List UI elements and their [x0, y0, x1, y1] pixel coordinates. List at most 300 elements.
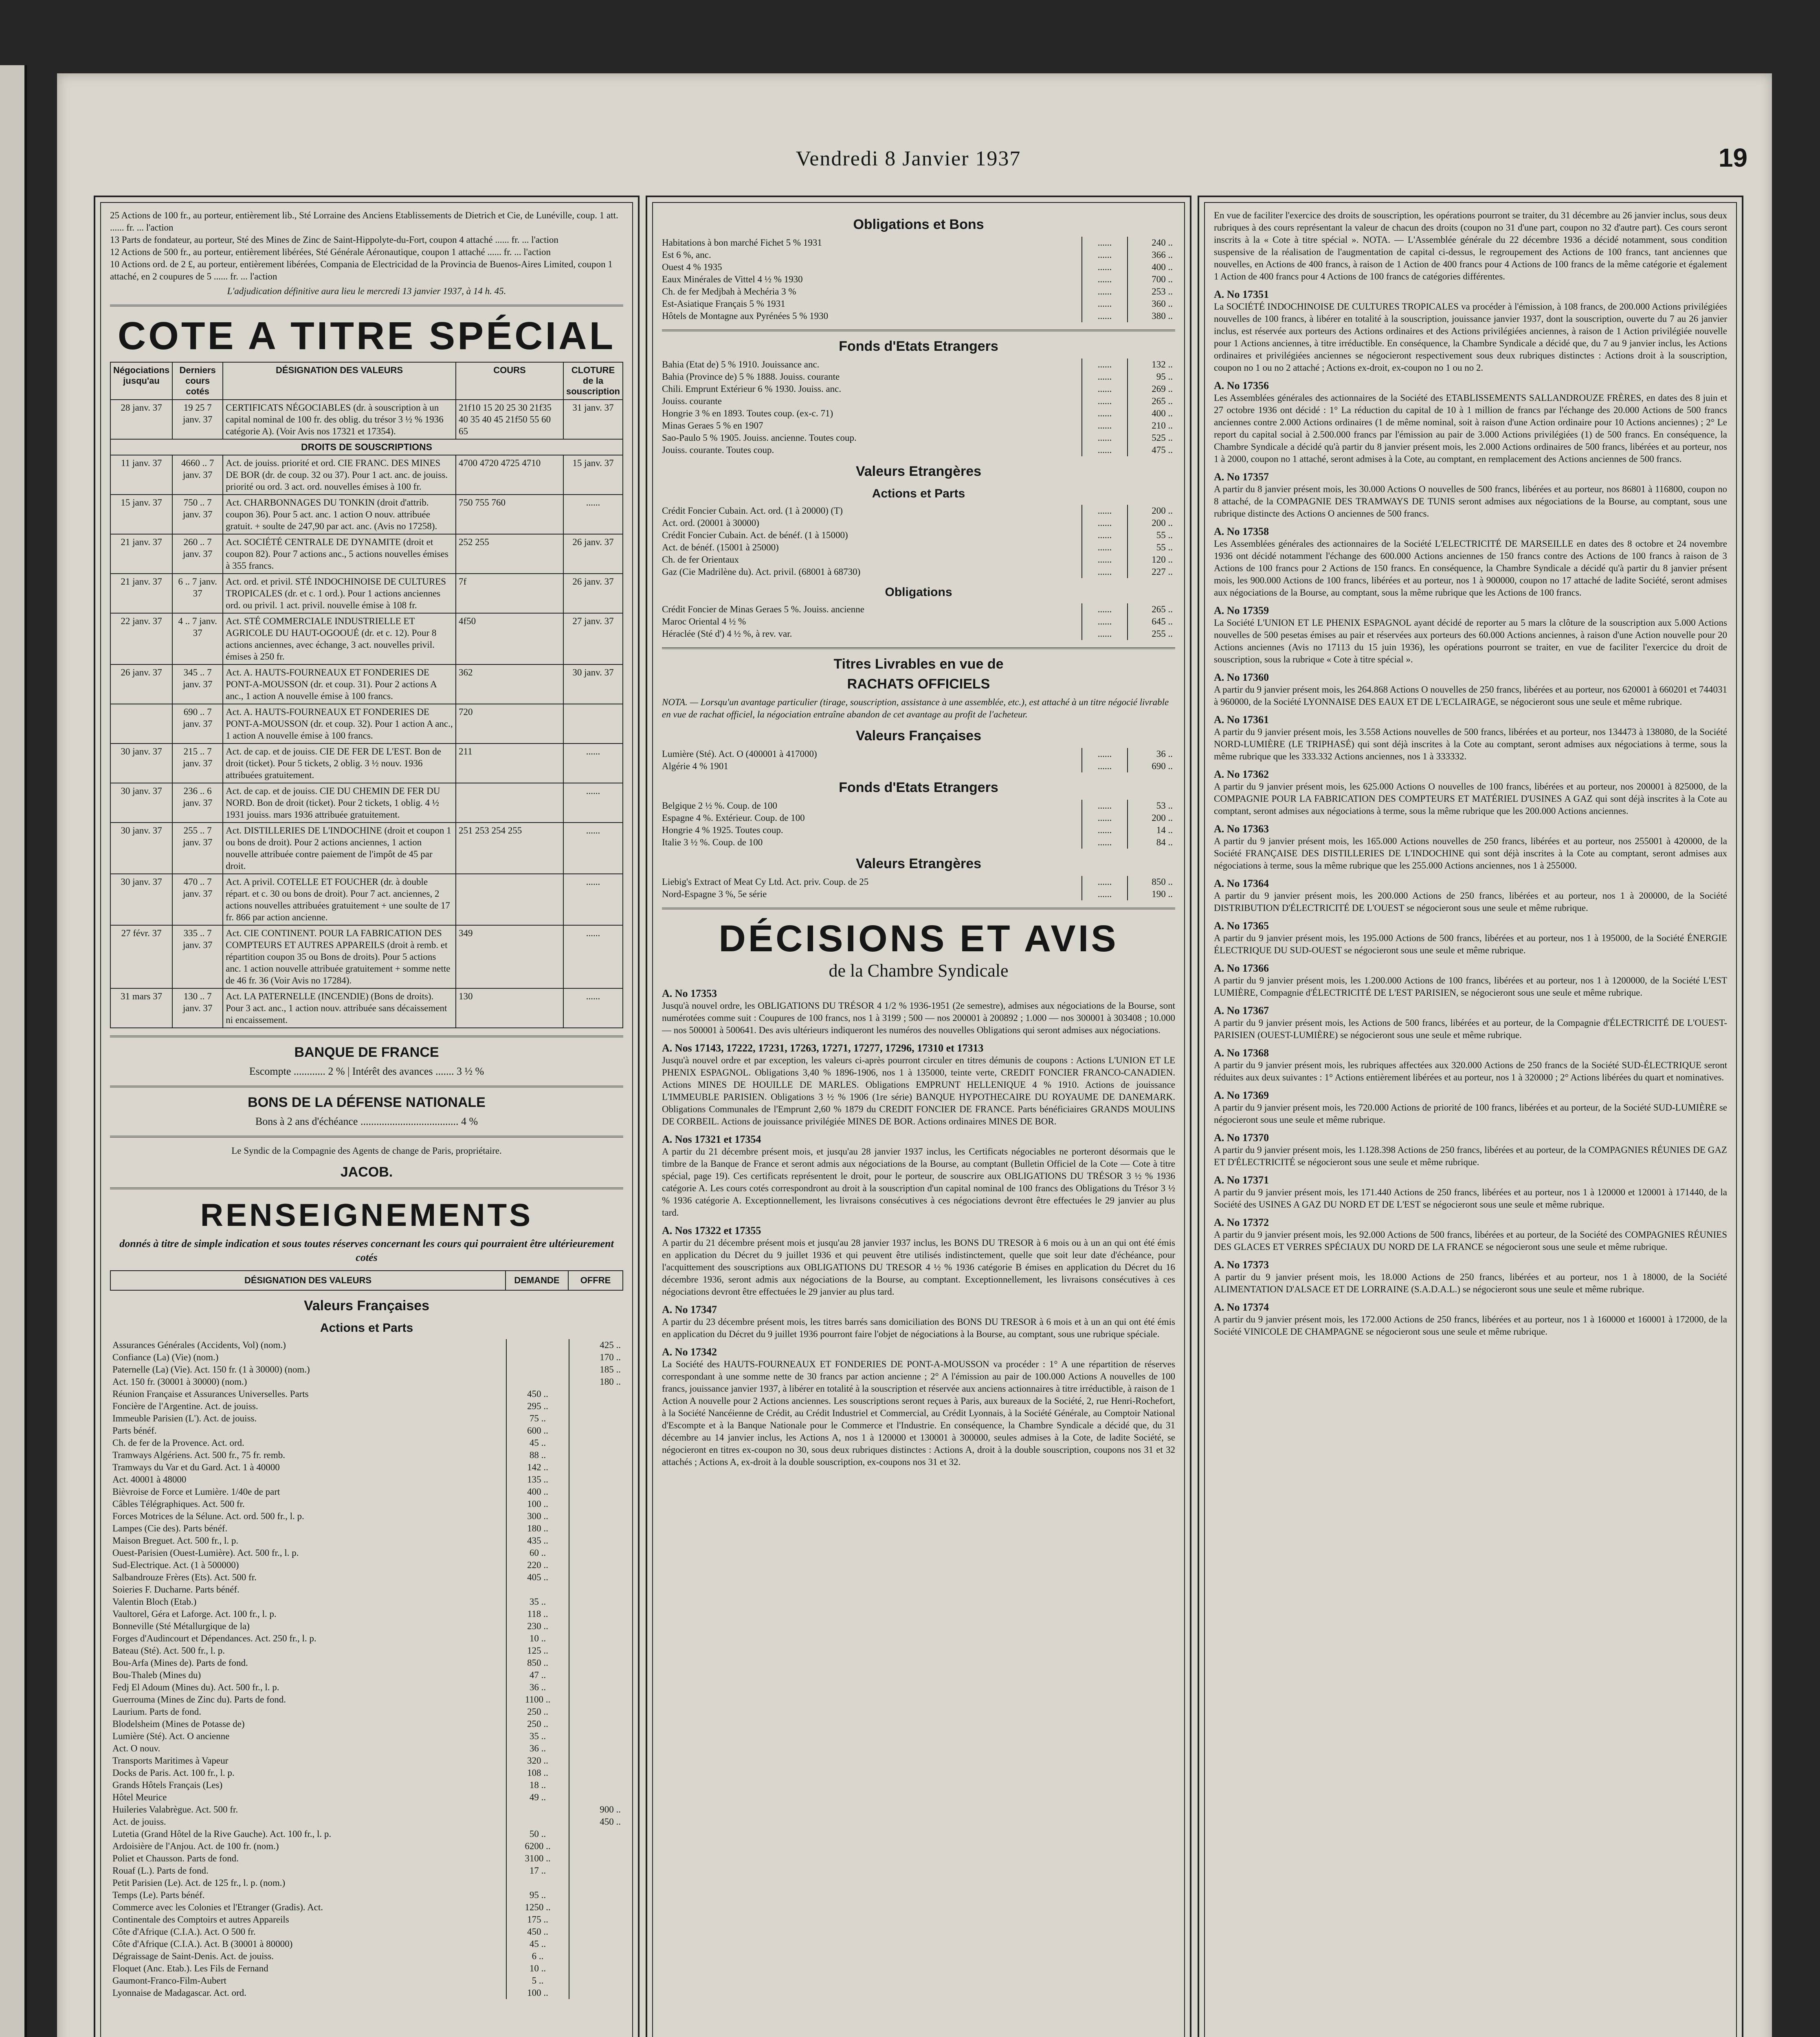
- quote-value: 850 ..: [1127, 876, 1175, 888]
- rens-offre: [569, 1620, 623, 1632]
- cote-title: COTE A TITRE SPÉCIAL: [117, 314, 616, 358]
- rens-demande: 600 ..: [506, 1425, 569, 1437]
- avis-text: A partir du 21 décembre présent mois et jusqu'au 28 janvier 1937 inclus, les BONS DU TRESOR à 6 mois ou à un an qui ont été émis en application du Décret du 9 juillet 1936 et qui peuvent être utilisés indistinctement, quelle que soit leur date d'échéance, pour l'acquittement des souscriptions aux OBLIGATIONS DU TRESOR 4 ½ % 1936 catégorie B émises en application du Décret du 16 décembre 1936, seront admis aux négociations de la Bourse, au comptant. Exceptionnellement, les livraisons consécutives à ces négociations devront être effectuées le 29 janvier au plus tard.: [662, 1238, 1175, 1297]
- cote-designation: Act. A privil. COTELLE ET FOUCHER (dr. à double répart. et c. 30 ou bons de droit). Pour 7 act. anciennes, 2 actions nouvelles attribuées gratuitement + une soulte de 17 fr. 866 par action ancienne.: [223, 874, 456, 925]
- rens-row: [110, 1791, 623, 1804]
- rens-row: [110, 1596, 623, 1608]
- rens-demande: [506, 1816, 569, 1828]
- avis-item: [1214, 526, 1727, 599]
- cote-cours: 251 253 254 255: [456, 823, 563, 874]
- rens-name: Lumière (Sté). Act. O ancienne: [112, 1731, 230, 1741]
- cote-cours: 750 755 760: [456, 495, 563, 534]
- quote-row: [662, 566, 1175, 578]
- quote-dots: ......: [1081, 249, 1127, 261]
- avis-text: A partir du 9 janvier présent mois, les 3.558 Actions nouvelles de 500 francs, libérées et au porteur, nos 134473 à 138080, de la Société NORD-LUMIÈRE (LE TRIPHASÉ) qui sont déjà inscrites à la Cote au comptant, seront admises aux négociations à terme, sous la même rubrique que les 333.332 Actions anciennes, nos 1 à 333332.: [1214, 727, 1727, 761]
- rens-row: [110, 1620, 623, 1632]
- rens-demande: 36 ..: [506, 1742, 569, 1755]
- cote-designation: Act. ord. et privil. STÉ INDOCHINOISE DE CULTURES TROPICALES (dr. et c. 1 ord.). Pour 1 actions anciennes ord. ou privil. 1 act. privil. nouvelle émise à 108 fr.: [223, 574, 456, 613]
- rens-table: [110, 1270, 623, 1291]
- banque-title: BANQUE DE FRANCE: [294, 1045, 439, 1060]
- rens-name: Commerce avec les Colonies et l'Etranger (Gradis). Act.: [112, 1902, 323, 1912]
- rens-demande: 400 ..: [506, 1486, 569, 1498]
- page-header: [57, 143, 1772, 196]
- avis-number: A. No 17372: [1214, 1216, 1269, 1228]
- rens-section: Valeurs Françaises: [303, 1298, 430, 1313]
- cote-designation: Act. CIE CONTINENT. POUR LA FABRICATION DES COMPTEURS ET AUTRES APPAREILS (droit à remb. et répartition coupon 35 ou Bons de droits). Pour 5 actions anc. 1 action nouvelle attribuée gratuitement + somme nette de 46 fr. 36 (Voir Avis no 17284).: [223, 925, 456, 988]
- cote-last-price: 130 .. 7 janv. 37: [172, 988, 223, 1028]
- cote-cours: 349: [456, 925, 563, 988]
- rens-row: [110, 1608, 623, 1620]
- quote-name: Minas Geraes 5 % en 1907: [662, 420, 763, 431]
- avis-item: [662, 1304, 1175, 1340]
- rens-name: Blodelsheim (Mines de Potasse de): [112, 1719, 245, 1729]
- rens-demande: [506, 1376, 569, 1388]
- quote-dots: ......: [1081, 760, 1127, 772]
- avis-number: A. No 17347: [662, 1304, 717, 1315]
- quote-row: [662, 517, 1175, 529]
- quote-value: 360 ..: [1127, 298, 1175, 310]
- avis-item: [1214, 380, 1727, 465]
- cote-negociation-date: 26 janv. 37: [110, 664, 172, 704]
- rens-row: [110, 1877, 623, 1889]
- cote-designation: CERTIFICATS NÉGOCIABLES (dr. à souscription à un capital nominal de 100 fr. des oblig. du trésor 3 ½ % 1936 catégorie A). (Voir Avis nos 17321 et 17354).: [223, 400, 456, 439]
- rens-row: [110, 1828, 623, 1840]
- cote-negociation-date: 15 janv. 37: [110, 495, 172, 534]
- col-cloture: CLOTURE de la souscription: [563, 362, 623, 400]
- rens-offre: [569, 1755, 623, 1767]
- rens-demande: 220 ..: [506, 1559, 569, 1571]
- quote-value: 200 ..: [1127, 812, 1175, 824]
- oblig2-list: [662, 603, 1175, 640]
- quote-value: 210 ..: [1127, 420, 1175, 432]
- rens-offre: 180 ..: [569, 1376, 623, 1388]
- rens-offre: [569, 1742, 623, 1755]
- quote-name: Hongrie 4 % 1925. Toutes coup.: [662, 825, 783, 835]
- avis-text: A partir du 21 décembre présent mois, et jusqu'au 28 janvier 1937 inclus, les Certificats négociables ne porteront désormais que le timbre de la Banque de France et seront admis aux négociations de la Bourse, au comptant (Bulletin Officiel de la Cote — Cote à titre spécial, page 19). Ces certificats représentent le droit, pour le porteur, de souscrire aux OBLIGATIONS DU TRÉSOR 3 ½ % 1936 catégorie A. Les cours cotés correspondront au droit à la souscription d'un capital nominal de 100 francs des Obligations du Trésor 3 ½ % 1936 catégorie A. Exceptionnellement, les livraisons consécutives à ces négociations devront être effectuées le 29 janvier au plus tard.: [662, 1146, 1175, 1218]
- rens-demande: 45 ..: [506, 1938, 569, 1950]
- quote-row: [662, 286, 1175, 298]
- rens-offre: [569, 1474, 623, 1486]
- rens-name: Lampes (Cie des). Parts bénéf.: [112, 1523, 228, 1533]
- avis-item: [662, 1346, 1175, 1468]
- avis-text: En vue de faciliter l'exercice des droits de souscription, les opérations pourront se traiter, du 31 décembre au 26 janvier inclus, sous deux rubriques à des cours représentant la valeur de chacun des droits (coupon no 31 d'une part, coupon no 32 d'autre part). Ces cours seront inscrits à la « Cote à titre spécial ». NOTA. — L'Assemblée générale du 22 décembre 1936 a décidé notamment, sous condition suspensive de la réalisation de l'augmentation de capital ci-dessus, le regroupement des Actions de 100 francs, tant anciennes que nouvelles, en Actions de 400 francs, à raison de 1 Action de 400 francs pour 4 Actions de 100 francs de la même catégorie et également 1 Action de 400 francs pour 4 Actions de 100 francs de catégories différentes.: [1214, 210, 1727, 282]
- cote-designation: Act. de cap. et de jouiss. CIE DU CHEMIN DE FER DU NORD. Bon de droit (ticket). Pour 2 tickets, 1 oblig. 4 ½ 1931 jouiss. mars 1936 attribuée gratuitement.: [223, 783, 456, 823]
- avis-number: A. Nos 17143, 17222, 17231, 17263, 17271, 17277, 17296, 17310 et 17313: [662, 1042, 984, 1054]
- quote-name: Ch. de fer Medjbah à Mechéria 3 %: [662, 286, 796, 297]
- rens-row: [110, 1510, 623, 1522]
- quote-value: 132 ..: [1127, 359, 1175, 371]
- avis-text: A partir du 9 janvier présent mois, les 1.128.398 Actions de 250 francs, libérées et au porteur, de la COMPAGNIES RÉUNIES DE GAZ ET D'ÉLECTRICITÉ se négocieront sous une seule et même rubrique.: [1214, 1145, 1727, 1167]
- quote-row: [662, 261, 1175, 273]
- rens-row: [110, 1938, 623, 1950]
- rens-offre: [569, 1694, 623, 1706]
- rens-offre: [569, 1608, 623, 1620]
- avis-item: [1214, 1259, 1727, 1296]
- rens-offre: [569, 1535, 623, 1547]
- rens-name: Parts bénéf.: [112, 1425, 157, 1436]
- avis-text: A partir du 8 janvier présent mois, les 30.000 Actions O nouvelles de 500 francs, libérées et au porteur, nos 86801 à 116800, coupon no 8 attaché, de la COMPAGNIE DES TRAMWAYS DE TUNIS seront admises aux négociations de la Bourse, au comptant, sous une rubrique distincte des Actions O anciennes de 500 francs.: [1214, 484, 1727, 519]
- cote-designation: Act. A. HAUTS-FOURNEAUX ET FONDERIES DE PONT-A-MOUSSON (dr. et coup. 32). Pour 1 action A anc., 1 action A nouvelle émise à 100 francs.: [223, 704, 456, 744]
- rens-demande: 10 ..: [506, 1632, 569, 1645]
- quote-row: [662, 836, 1175, 849]
- avis-item: [1214, 1089, 1727, 1126]
- quote-dots: ......: [1081, 812, 1127, 824]
- avis-number: A. No 17364: [1214, 878, 1269, 889]
- rens-demande: 47 ..: [506, 1669, 569, 1681]
- quote-dots: ......: [1081, 261, 1127, 273]
- quote-row: [662, 505, 1175, 517]
- cote-last-price: 255 .. 7 janv. 37: [172, 823, 223, 874]
- avis-text: A partir du 9 janvier présent mois, les 720.000 Actions de priorité de 100 francs, libérées et au porteur, de la Société SUD-LUMIÈRE se négocieront sous une seule et même rubrique.: [1214, 1102, 1727, 1125]
- column-right: [1198, 196, 1743, 2037]
- quote-name: Est-Asiatique Français 5 % 1931: [662, 299, 785, 309]
- rens-offre: [569, 1510, 623, 1522]
- avis-item: [1214, 1301, 1727, 1338]
- rens-row: [110, 1364, 623, 1376]
- quote-name: Crédit Foncier Cubain. Act. de bénéf. (1 à 15000): [662, 530, 848, 540]
- quote-value: 227 ..: [1127, 566, 1175, 578]
- quote-value: 190 ..: [1127, 888, 1175, 900]
- rens-demande: 320 ..: [506, 1755, 569, 1767]
- actions-list: [662, 505, 1175, 578]
- quote-value: 55 ..: [1127, 541, 1175, 554]
- rens-row: [110, 1852, 623, 1865]
- quote-value: 690 ..: [1127, 760, 1175, 772]
- quote-row: [662, 432, 1175, 444]
- quote-dots: ......: [1081, 554, 1127, 566]
- cote-cloture: 15 janv. 37: [563, 455, 623, 495]
- avis-item: [1214, 209, 1727, 283]
- cote-negociation-date: 31 mars 37: [110, 988, 172, 1028]
- rens-demande: 35 ..: [506, 1596, 569, 1608]
- rens-row: [110, 1755, 623, 1767]
- rens-name: Act. 150 fr. (30001 à 30000) (nom.): [112, 1377, 247, 1387]
- cote-cours: 252 255: [456, 534, 563, 574]
- quote-value: 269 ..: [1127, 383, 1175, 395]
- rens-demande: [506, 1351, 569, 1364]
- cote-last-price: 19 25 7 janv. 37: [172, 400, 223, 439]
- rens-demande: 18 ..: [506, 1779, 569, 1791]
- quote-value: 380 ..: [1127, 310, 1175, 322]
- fonds2-list: [662, 800, 1175, 849]
- rens-offre: [569, 1877, 623, 1889]
- rens-demande: 100 ..: [506, 1498, 569, 1510]
- cote-cloture: [563, 704, 623, 744]
- quote-row: [662, 395, 1175, 407]
- rens-name: Poliet et Chausson. Parts de fond.: [112, 1853, 239, 1863]
- col-designation: DÉSIGNATION DES VALEURS: [223, 362, 456, 400]
- rens-offre: 185 ..: [569, 1364, 623, 1376]
- rens-offre: [569, 1596, 623, 1608]
- quote-name: Belgique 2 ½ %. Coup. de 100: [662, 801, 777, 811]
- rens-name: Réunion Française et Assurances Universelles. Parts: [112, 1389, 309, 1399]
- rens-name: Floquet (Anc. Etab.). Les Fils de Fernand: [112, 1963, 268, 1973]
- rens-offre: [569, 1852, 623, 1865]
- cote-row: [110, 874, 623, 925]
- notice-line: 10 Actions ord. de 2 £, au porteur, entièrement libérées, Compania de Electricidad de la Provincia de Buenos-Aires Limited, coupon 1 attaché, en 2 coupures de 5 ...... fr. ... l'action: [110, 259, 613, 282]
- banque-line: Escompte ............ 2 % | Intérêt des avances ....... 3 ½ %: [249, 1065, 484, 1077]
- rens-name: Act. 40001 à 48000: [112, 1474, 187, 1485]
- rens-row: [110, 1474, 623, 1486]
- cote-last-price: 470 .. 7 janv. 37: [172, 874, 223, 925]
- cote-cours: 4700 4720 4725 4710: [456, 455, 563, 495]
- col-cours: COURS: [456, 362, 563, 400]
- rens-name: Maison Breguet. Act. 500 fr., l. p.: [112, 1535, 239, 1546]
- avis-number: A. No 17374: [1214, 1301, 1269, 1313]
- rens-offre: [569, 1425, 623, 1437]
- rens-name: Côte d'Afrique (C.I.A.). Act. B (30001 à 80000): [112, 1939, 293, 1949]
- rens-demande: 450 ..: [506, 1388, 569, 1400]
- quote-dots: ......: [1081, 824, 1127, 836]
- rens-name: Gaumont-Franco-Film-Aubert: [112, 1975, 226, 1986]
- quote-value: 200 ..: [1127, 517, 1175, 529]
- rens-name: Assurances Générales (Accidents, Vol) (nom.): [112, 1340, 286, 1350]
- rens-demande: [506, 1877, 569, 1889]
- page-number: 19: [1718, 143, 1747, 172]
- quote-value: 120 ..: [1127, 554, 1175, 566]
- cote-cloture: ......: [563, 925, 623, 988]
- quote-row: [662, 529, 1175, 541]
- rens-row: [110, 1400, 623, 1412]
- titres-title: Titres Livrables en vue de: [833, 656, 1004, 672]
- rens-row: [110, 1889, 623, 1901]
- avis-item: [1214, 471, 1727, 520]
- cote-designation: Act. de jouiss. priorité et ord. CIE FRANC. DES MINES DE BOR (dr. de coup. 32 ou 37). Pour 1 act. anc. de jouiss. priorité ou ord. 3 act. ord. nouvelles émises à 100 fr.: [223, 455, 456, 495]
- quote-row: [662, 237, 1175, 249]
- rens-col-offre: OFFRE: [568, 1271, 623, 1290]
- rens-row: [110, 1412, 623, 1425]
- avis-item: [1214, 1132, 1727, 1168]
- rens-offre: [569, 1437, 623, 1449]
- rens-demande: 5 ..: [506, 1975, 569, 1987]
- valeurs-etr-title: Valeurs Etrangères: [855, 464, 982, 479]
- cote-negociation-date: 21 janv. 37: [110, 574, 172, 613]
- avis-text: Jusqu'à nouvel ordre, les OBLIGATIONS DU TRÉSOR 4 1/2 % 1936-1951 (2e semestre), admises aux négociations de la Bourse, sont numérotées comme suit : Coupures de 100 francs, nos 1 à 3199 ; 500 — nos 200001 à 200892 ; 1.000 — nos 300001 à 303408 ; 10.000 — nos 500001 à 500641. Des avis ultérieurs indiqueront les numéros des nouvelles Obligations qui seront admises aux négociations.: [662, 1001, 1175, 1035]
- rens-offre: [569, 1718, 623, 1730]
- quote-row: [662, 310, 1175, 322]
- quote-name: Bahia (Etat de) 5 % 1910. Jouissance anc.: [662, 359, 820, 370]
- avis-text: La SOCIÉTÉ INDOCHINOISE DE CULTURES TROPICALES va procéder à l'émission, à 108 francs, de 200.000 Actions privilégiées nouvelles de 100 francs, à libérer en totalité à la souscription, jouissance janvier 1937, dont la souscription, ouverte du 7 au 26 janvier inclus, est réservée aux porteurs des Actions ordinaires et des Actions privilégiées anciennes, à raison de 1 Action privilégiée nouvelle pour 1 Actions anciennes, à titre irréductible. En conséquence, la Chambre Syndicale a décidé que, du 7 au 9 janvier inclus, les Actions ordinaires et privilégiées anciennes se négocieront respectivement sous deux rubriques distinctes : Actions droit à la souscription, coupon no 1 ou no 2 attaché ; Actions ex-droit, ex-coupon no 1 ou no 2.: [1214, 301, 1727, 373]
- rens-name: Soieries F. Ducharne. Parts bénéf.: [112, 1584, 240, 1595]
- quote-name: Italie 3 ½ %. Coup. de 100: [662, 837, 763, 847]
- cote-designation: Act. SOCIÉTÉ CENTRALE DE DYNAMITE (droit et coupon 82). Pour 7 actions anc., 5 actions nouvelles émises à 355 francs.: [223, 534, 456, 574]
- rens-name: Tramways Algériens. Act. 500 fr., 75 fr. remb.: [112, 1450, 285, 1460]
- rens-row: [110, 1840, 623, 1852]
- bons-line: Bons à 2 ans d'échéance ..................................... 4 %: [255, 1115, 478, 1127]
- cote-row: [110, 455, 623, 495]
- avis-number: A. No 17361: [1214, 714, 1269, 726]
- rens-name: Forces Motrices de la Sélune. Act. ord. 500 fr., l. p.: [112, 1511, 304, 1521]
- avis-item: [1214, 605, 1727, 666]
- quote-name: Jouiss. courante. Toutes coup.: [662, 445, 774, 455]
- rens-name: Tramways du Var et du Gard. Act. 1 à 40000: [112, 1462, 280, 1472]
- quote-name: Crédit Foncier de Minas Geraes 5 %. Jouiss. ancienne: [662, 604, 864, 614]
- rens-offre: [569, 1901, 623, 1914]
- rens-demande: 45 ..: [506, 1437, 569, 1449]
- rens-row: [110, 1486, 623, 1498]
- quote-row: [662, 383, 1175, 395]
- quote-value: 253 ..: [1127, 286, 1175, 298]
- rens-name: Fedj El Adoum (Mines du). Act. 500 fr., l. p.: [112, 1682, 279, 1692]
- cote-last-price: 345 .. 7 janv. 37: [172, 664, 223, 704]
- quote-name: Ch. de fer Orientaux: [662, 554, 739, 565]
- notice-line: 25 Actions de 100 fr., au porteur, entièrement lib., Sté Lorraine des Anciens Etablissements de Dietrich et Cie, de Lunéville, coup. 1 att. ...... fr. ... l'action: [110, 210, 618, 233]
- cote-negociation-date: 30 janv. 37: [110, 823, 172, 874]
- rens-offre: [569, 1889, 623, 1901]
- avis-item: [1214, 962, 1727, 999]
- cote-negociation-date: 11 janv. 37: [110, 455, 172, 495]
- quote-row: [662, 800, 1175, 812]
- rens-row: [110, 1816, 623, 1828]
- avis-text: A partir du 9 janvier présent mois, les rubriques affectées aux 320.000 Actions de 250 francs de la Société SUD-ÉLECTRIQUE seront réduites aux deux suivantes : 1° Actions entièrement libérées et au porteur, nos 1 à 320000 ; 2° Actions libérées du quart et nominatives.: [1214, 1060, 1727, 1082]
- rens-row: [110, 1376, 623, 1388]
- rens-name: Dégraissage de Saint-Denis. Act. de jouiss.: [112, 1951, 274, 1961]
- rens-name: Lutetia (Grand Hôtel de la Rive Gauche). Act. 100 fr., l. p.: [112, 1829, 332, 1839]
- quote-name: Nord-Espagne 3 %, 5e série: [662, 889, 767, 899]
- quote-row: [662, 760, 1175, 772]
- quote-row: [662, 359, 1175, 371]
- rens-offre: [569, 1559, 623, 1571]
- rens-row: [110, 1498, 623, 1510]
- rens-offre: [569, 1828, 623, 1840]
- cote-cloture: ......: [563, 823, 623, 874]
- avis-item: [1214, 714, 1727, 763]
- rens-row: [110, 1657, 623, 1669]
- quote-row: [662, 249, 1175, 261]
- rens-offre: [569, 1669, 623, 1681]
- actions-parts-title: Actions et Parts: [872, 487, 965, 500]
- quote-value: 255 ..: [1127, 628, 1175, 640]
- quote-value: 525 ..: [1127, 432, 1175, 444]
- decisions-subtitle: de la Chambre Syndicale: [829, 961, 1009, 981]
- rens-col-designation: DÉSIGNATION DES VALEURS: [110, 1271, 506, 1290]
- cote-last-price: 750 .. 7 janv. 37: [172, 495, 223, 534]
- rens-demande: 6 ..: [506, 1950, 569, 1962]
- bons-title: BONS DE LA DÉFENSE NATIONALE: [248, 1095, 486, 1110]
- quote-dots: ......: [1081, 395, 1127, 407]
- quote-value: 265 ..: [1127, 603, 1175, 616]
- cote-negociation-date: 27 févr. 37: [110, 925, 172, 988]
- rens-name: Transports Maritimes à Vapeur: [112, 1755, 229, 1766]
- avis-number: A. No 17373: [1214, 1259, 1269, 1271]
- rens-demande: 88 ..: [506, 1449, 569, 1461]
- rens-row: [110, 1339, 623, 1351]
- quote-dots: ......: [1081, 836, 1127, 849]
- avis-number: A. No 17369: [1214, 1089, 1269, 1101]
- rens-name: Grands Hôtels Français (Les): [112, 1780, 223, 1790]
- notice-line: 13 Parts de fondateur, au porteur, Sté des Mines de Zinc de Saint-Hippolyte-du-Fort, coupon 4 attaché ...... fr. ... l'action: [110, 235, 558, 245]
- rens-demande: 135 ..: [506, 1474, 569, 1486]
- quote-dots: ......: [1081, 444, 1127, 456]
- avis-text: A partir du 9 janvier présent mois, les 200.000 Actions de 250 francs, libérées et au porteur, nos 1 à 200000, de la Société DISTRIBUTION D'ÉLECTRICITÉ DE L'OUEST se négocieront sous une seule et même rubrique.: [1214, 891, 1727, 913]
- rens-offre: 170 ..: [569, 1351, 623, 1364]
- avis-item: [662, 1225, 1175, 1298]
- rens-name: Temps (Le). Parts bénéf.: [112, 1890, 205, 1900]
- cote-cours: [456, 874, 563, 925]
- avis-text: Les Assemblées générales des actionnaires de la Société des ETABLISSEMENTS SALLANDROUZE FRÈRES, en dates des 8 juin et 27 octobre 1936 ont décidé : 1° La réduction du capital de 10 à 1 million de francs par l'échange des 20.000 Actions de 500 francs anciennes contre 2.000 Actions ordinaires (1 de même nominal, soit à raison d'une Action ordinaire pour 10 Actions anciennes) ; 2° Le report du capital social à 2.500.000 francs par l'émission au pair de 3.000 Actions privilégiées (1) de 500 francs. En conséquence, la Chambre Syndicale a décidé qu'à partir du 8 janvier présent mois, les 2.000 Actions ordinaires de 500 francs, libérées et au porteur, nos 1 à 2000, coupon no 1 attaché, seront admises à la Cote, au comptant, en remplacement des Actions anciennes de 500 francs.: [1214, 393, 1727, 464]
- rens-row: [110, 1865, 623, 1877]
- rens-row: [110, 1950, 623, 1962]
- rens-col-demande: DEMANDE: [506, 1271, 568, 1290]
- rens-row: [110, 1669, 623, 1681]
- rens-offre: [569, 1950, 623, 1962]
- avis-text: La Société des HAUTS-FOURNEAUX ET FONDERIES DE PONT-A-MOUSSON va procéder : 1° A une répartition de réserves correspondant à une somme nette de 30 francs par action ancienne ; 2° A l'émission au pair de 100.000 Actions A nouvelles de 100 francs, jouissance janvier 1937, à libérer en totalité à la souscription et réservée aux anciens actionnaires à titre irréductible, à raison de 1 Action A nouvelle pour 2 Actions anciennes. Les souscriptions seront reçues à Paris, aux bureaux de la Société, 2, rue Henri-Rochefort, à la Société Nancéienne de Crédit, au Crédit Industriel et Commercial, au Crédit Lyonnais, à la Société Générale, au Comptoir National d'Escompte et à la Banque Nationale pour le Commerce et l'Industrie. En conséquence, la Chambre Syndicale a décidé que, du 31 décembre au 14 janvier inclus, les Actions A, nos 1 à 120000 et 130001 à 300000, seules admises à la Cote, de ladite Société, se négocieront en titres ex-coupon no 30, sous deux rubriques distinctes : Actions A, droit à la double souscription, coupons nos 31 et 32 attachés ; Actions A, ex-droit à la double souscription, ex-coupons nos 31 et 32.: [662, 1359, 1176, 1467]
- cote-cloture: 30 janv. 37: [563, 664, 623, 704]
- rens-name: Huileries Valabrègue. Act. 500 fr.: [112, 1804, 238, 1815]
- rens-demande: 49 ..: [506, 1791, 569, 1804]
- rens-name: Câbles Télégraphiques. Act. 500 fr.: [112, 1499, 245, 1509]
- rens-demande: 100 ..: [506, 1987, 569, 1999]
- quote-value: 700 ..: [1127, 273, 1175, 286]
- cote-row: [110, 664, 623, 704]
- rens-name: Petit Parisien (Le). Act. de 125 fr., l. p. (nom.): [112, 1878, 286, 1888]
- rens-demande: 95 ..: [506, 1889, 569, 1901]
- avis-text: A partir du 9 janvier présent mois, les 165.000 Actions nouvelles de 250 francs, libérées et au porteur, nos 255001 à 420000, de la Société FRANÇAISE DES DISTILLERIES DE L'INDOCHINE qui sont déjà inscrites à la Cote au comptant, seront admises aux négociations à terme, sous la même rubrique que les 255.000 Actions anciennes, nos 1 à 255000.: [1214, 836, 1727, 871]
- avis-number: A. No 17342: [662, 1346, 717, 1358]
- titres-title-2: RACHATS OFFICIELS: [847, 676, 990, 692]
- rens-demande: 6200 ..: [506, 1840, 569, 1852]
- rens-subsection: Actions et Parts: [320, 1321, 413, 1335]
- avis-list-middle: [662, 988, 1175, 1468]
- rens-row: [110, 1694, 623, 1706]
- rens-demande: [506, 1804, 569, 1816]
- cote-designation: Act. STÉ COMMERCIALE INDUSTRIELLE ET AGRICOLE DU HAUT-OGOOUÉ (dr. et c. 12). Pour 8 actions anciennes, avec échange, 3 act. nouvelles privil. émises à 250 fr.: [223, 613, 456, 664]
- cote-cloture: 26 janv. 37: [563, 574, 623, 613]
- rens-offre: [569, 1914, 623, 1926]
- quote-dots: ......: [1081, 371, 1127, 383]
- rens-name: Bou-Thaleb (Mines du): [112, 1670, 201, 1680]
- rens-offre: 450 ..: [569, 1816, 623, 1828]
- rens-demande: [506, 1364, 569, 1376]
- cote-last-price: 4 .. 7 janv. 37: [172, 613, 223, 664]
- rens-demande: [506, 1339, 569, 1351]
- cote-designation: Act. CHARBONNAGES DU TONKIN (droit d'attrib. coupon 36). Pour 5 act. anc. 1 action O nouv. attribuée gratuit. + soulte de 247,90 par act. anc. (Avis no 17258).: [223, 495, 456, 534]
- column-middle: [646, 196, 1191, 2037]
- rens-row: [110, 1681, 623, 1694]
- cote-last-price: 6 .. 7 janv. 37: [172, 574, 223, 613]
- quote-value: 95 ..: [1127, 371, 1175, 383]
- quote-name: Sao-Paulo 5 % 1905. Jouiss. ancienne. Toutes coup.: [662, 433, 857, 443]
- quote-row: [662, 812, 1175, 824]
- rens-offre: [569, 1412, 623, 1425]
- rens-name: Bonneville (Sté Métallurgique de la): [112, 1621, 250, 1631]
- avis-text: A partir du 9 janvier présent mois, les Actions de 500 francs, libérées et au porteur, de la Compagnie d'ÉLECTRICITÉ DE L'OUEST-PARISIEN (OUEST-LUMIÈRE) se négocieront sous une seule et même rubrique.: [1214, 1018, 1727, 1040]
- quote-name: Act. ord. (20001 à 30000): [662, 518, 759, 528]
- avis-item: [1214, 920, 1727, 957]
- rens-row: [110, 1388, 623, 1400]
- cote-negociation-date: [110, 704, 172, 744]
- avis-number: A. No 17371: [1214, 1174, 1269, 1186]
- rens-name: Bou-Arfa (Mines de). Parts de fond.: [112, 1658, 248, 1668]
- rens-offre: [569, 1645, 623, 1657]
- rens-row: [110, 1767, 623, 1779]
- newspaper-page: [57, 73, 1772, 2037]
- rens-name: Laurium. Parts de fond.: [112, 1707, 201, 1717]
- cote-cours: [456, 783, 563, 823]
- rens-name: Ardoisière de l'Anjou. Act. de 100 fr. (nom.): [112, 1841, 279, 1851]
- rens-demande: 405 ..: [506, 1571, 569, 1584]
- rens-offre: [569, 1938, 623, 1950]
- avis-text: A partir du 9 janvier présent mois, les 171.440 Actions de 250 francs, libérées et au porteur, nos 1 à 120000 et 120001 à 171440, de la Société des USINES A GAZ DU NORD ET DE L'EST se négocieront sous une seule et même rubrique.: [1214, 1187, 1727, 1210]
- avis-item: [662, 988, 1175, 1036]
- rens-name: Confiance (La) (Vie) (nom.): [112, 1352, 219, 1362]
- rens-offre: [569, 1486, 623, 1498]
- cote-row: [110, 783, 623, 823]
- avis-text: Jusqu'à nouvel ordre et par exception, les valeurs ci-après pourront circuler en titres démunis de coupons : Actions L'UNION ET LE PHENIX ESPAGNOL. Obligations 3,40 % 1896-1906, nos 1 à 135000, teinte verte, CREDIT FONCIER FRANCO-CANADIEN. Actions MINES DE HOUILLE DE MARLES. Obligations EMPRUNT HELLENIQUE 4 % 1910. Actions de jouissance L'IMMEUBLE PARISIEN. Obligations 3 ½ % 1906 (1re série) BANQUE HYPOTHECAIRE DU ROYAUME DE DANEMARK. Obligations Communales de l'Emprunt 2,60 % 1879 du CREDIT FONCIER DE FRANCE. Parts bénéficiaires GRANDS MOULINS DE CORBEIL. Actions de jouissance privilégiée MINES DE BOR. Actions ordinaires MINES DE BOR.: [662, 1055, 1175, 1126]
- avis-item: [1214, 823, 1727, 872]
- obligations-list: [662, 237, 1175, 322]
- rens-offre: [569, 1767, 623, 1779]
